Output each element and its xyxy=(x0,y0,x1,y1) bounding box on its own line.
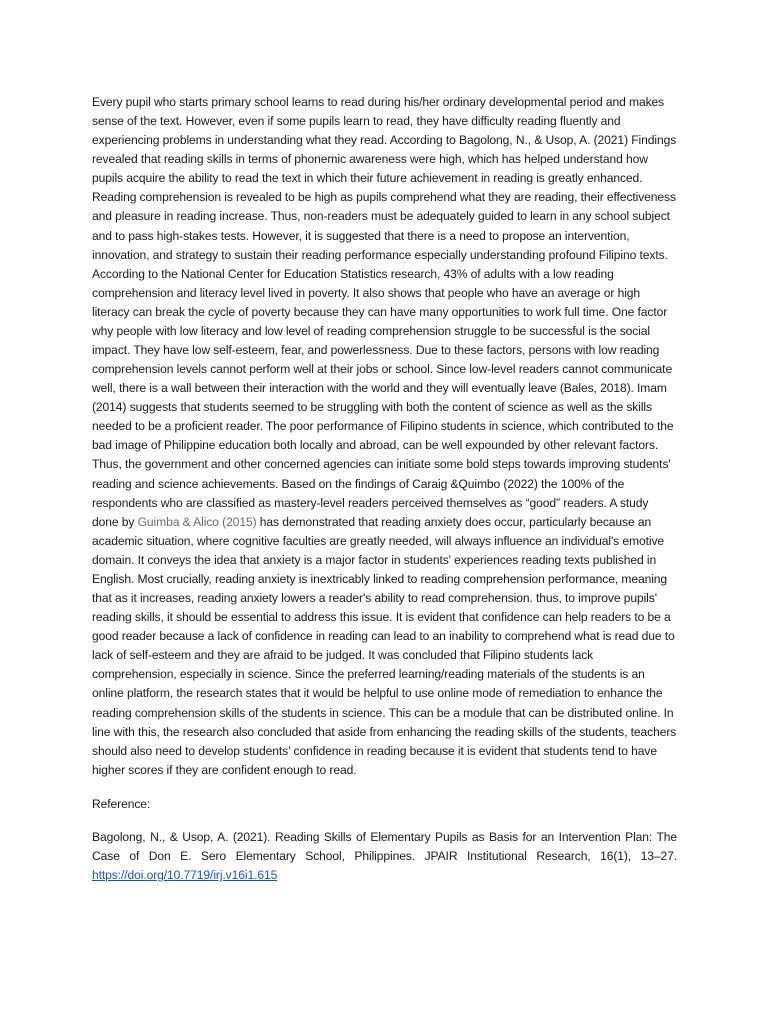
body-text-part-1: Every pupil who starts primary school learns to read during his/her ordinary developmental period and makes sense of the text. However, even if some pupils learn to read, they have difficulty reading fluently and experiencing problems in understanding what they read. According to Bagolong, N., & Usop, A. (2021) Findings revealed that reading skills in terms of phonemic awareness were high, which has helped understand how pupils acquire the ability to read the text in which their future achievement in reading is greatly enhanced. Reading comprehension is revealed to be high as pupils comprehend what they are reading, their effectiveness and pleasure in reading increase. Thus, non-readers must be adequately guided to learn in any school subject and to pass high-stakes tests. However, it is suggested that there is a need to propose an intervention, innovation, and strategy to sustain their reading performance especially understanding profound Filipino texts. According to the National Center for Education Statistics research, 43% of adults with a low reading comprehension and literacy level lived in poverty. It also shows that people who have an average or high literacy can break the cycle of poverty because they can have many opportunities to work full time. One factor why people with low literacy and low level of reading comprehension struggle to be successful is the social impact. They have low self-esteem, fear, and powerlessness. Due to these factors, persons with low reading comprehension levels cannot perform well at their jobs or school. Since low-level readers cannot communicate well, there is a wall between their interaction with the world and they will eventually leave (Bales, 2018). Imam (2014) suggests that students seemed to be struggling with both the content of science as well as the skills needed to be a proficient reader. The poor performance of Filipino students in science, which contributed to the bad image of Philippine education both locally and abroad, can be well expounded by other relevant factors. Thus, the government and other concerned agencies can initiate some bold steps towards improving students' reading and science achievements. Based on the findings of Caraig &Quimbo (2022) the 100% of the respondents who are classified as mastery-level readers perceived themselves as “good” readers. A study done by xyxy=(92,95,677,529)
body-text-part-2: has demonstrated that reading anxiety does occur, particularly because an academic situation, where cognitive faculties are greatly needed, will always influence an individual's emotive domain. It conveys the idea that anxiety is a major factor in students' experiences reading texts published in English. Most crucially, reading anxiety is inextricably linked to reading comprehension performance, meaning that as it increases, reading anxiety lowers a reader's ability to read comprehension. thus, to improve pupils' reading skills, it should be essential to address this issue. It is evident that confidence can help readers to be a good reader because a lack of confidence in reading can lead to an inability to comprehend what is read due to lack of self-esteem and they are afraid to be judged. It was concluded that Filipino students lack comprehension, especially in science. Since the preferred learning/reading materials of the students is an online platform, the research states that it would be helpful to use online mode of remediation to enhance the reading comprehension skills of the students in science. This can be a module that can be distributed online. In line with this, the research also concluded that aside from enhancing the reading skills of the students, teachers should also need to develop students’ confidence in reading because it is evident that students tend to have higher scores if they are confident enough to read. xyxy=(92,514,677,777)
reference-entry xyxy=(92,828,677,885)
document-body xyxy=(92,93,677,885)
doi-link[interactable]: https://doi.org/10.7719/irj.v16i1.615 xyxy=(92,868,278,883)
reference-heading: Reference: xyxy=(92,796,151,811)
body-paragraph xyxy=(92,93,677,780)
inline-citation: Guimba & Alico (2015) xyxy=(137,514,257,529)
reference-text: Bagolong, N., & Usop, A. (2021). Reading Skills of Elementary Pupils as Basis for an Intervention Plan: The Case of Don E. Sero Elementary School, Philippines. JPAIR Institutional Research, 16(1), 13–27. xyxy=(92,829,677,863)
